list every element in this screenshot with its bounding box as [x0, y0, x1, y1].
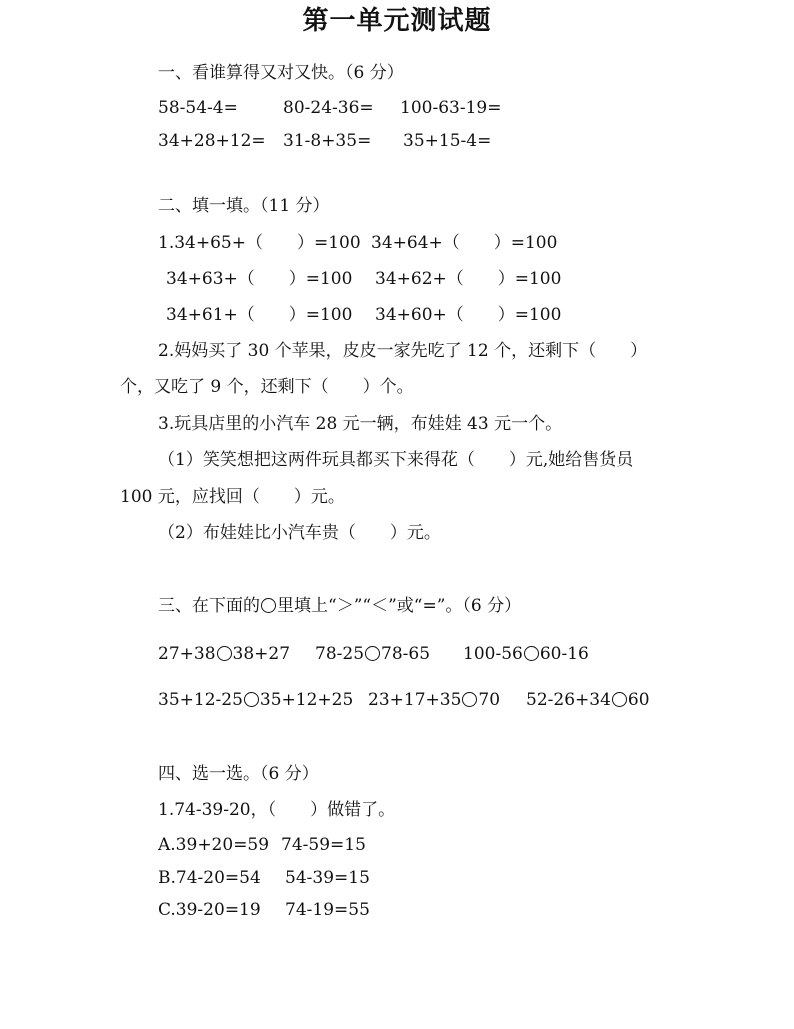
section-1-heading: 一、看谁算得又对又快。（6 分） [158, 63, 404, 83]
section-2-heading: 二、填一填。（11 分） [158, 196, 330, 216]
compare-item [158, 643, 290, 665]
compare-left: 35+12-25 [158, 690, 243, 710]
s4-option-a: A.39+20=59 [158, 835, 270, 855]
s2-fill-item: 34+60+（ ）=100 [375, 305, 562, 325]
compare-right: 60-16 [539, 644, 589, 664]
compare-right: 35+12+25 [259, 690, 354, 710]
s4-option-b: B.74-20=54 [158, 868, 261, 888]
compare-item [368, 689, 500, 711]
compare-left: 100-56 [463, 644, 523, 664]
s2-fill-item: 34+62+（ ）=100 [375, 269, 562, 289]
s2-q2-line-2: 个，又吃了 9 个，还剩下（ ）个。 [120, 377, 414, 397]
circle-icon [612, 692, 627, 707]
s2-q2-line-1: 2.妈妈买了 30 个苹果，皮皮一家先吃了 12 个，还剩下（ ） [158, 341, 648, 361]
s4-option-c: C.39-20=19 [158, 900, 261, 920]
s4-question: 1.74-39-20，（ ）做错了。 [158, 800, 396, 820]
compare-right: 78-65 [381, 644, 431, 664]
s2-fill-item: 34+61+（ ）=100 [166, 305, 353, 325]
circle-icon [244, 692, 259, 707]
s3-heading-part-b: 里填上“＞”“＜”或“=”。（6 分） [277, 596, 522, 616]
s1-problem: 35+15-4= [403, 131, 492, 151]
compare-left: 23+17+35 [368, 690, 462, 710]
s1-problem: 100-63-19= [400, 98, 502, 118]
page-title: 第一单元测试题 [302, 6, 492, 36]
compare-item [158, 689, 353, 711]
compare-item [463, 643, 589, 665]
circle-icon [261, 598, 276, 613]
s4-option-b-check: 54-39=15 [285, 868, 370, 888]
s2-q3-sub1-line-1: （1）笑笑想把这两件玩具都买下来得花（ ）元,她给售货员 [158, 450, 634, 470]
s2-q3-sub1-line-2: 100 元，应找回（ ）元。 [120, 487, 345, 507]
s1-problem: 58-54-4= [158, 98, 238, 118]
compare-left: 27+38 [158, 644, 216, 664]
compare-item [526, 689, 650, 711]
s2-fill-item: 34+63+（ ）=100 [166, 269, 353, 289]
s4-option-a-check: 74-59=15 [281, 835, 366, 855]
compare-left: 52-26+34 [526, 690, 611, 710]
s4-option-c-check: 74-19=55 [285, 900, 370, 920]
compare-right: 60 [627, 690, 650, 710]
circle-icon [365, 646, 380, 661]
section-3-heading [158, 595, 521, 617]
s1-problem: 34+28+12= [158, 131, 266, 151]
s1-problem: 31-8+35= [283, 131, 372, 151]
s2-q3-sub2: （2）布娃娃比小汽车贵（ ）元。 [158, 523, 441, 543]
compare-right: 38+27 [232, 644, 291, 664]
s2-fill-item: 1.34+65+（ ）=100 [158, 233, 361, 253]
circle-icon [524, 646, 539, 661]
compare-left: 78-25 [315, 644, 365, 664]
section-4-heading: 四、选一选。（6 分） [158, 764, 319, 784]
s1-problem: 80-24-36= [283, 98, 374, 118]
s2-q3-line-1: 3.玩具店里的小汽车 28 元一辆，布娃娃 43 元一个。 [158, 414, 563, 434]
s2-fill-item: 34+64+（ ）=100 [371, 233, 558, 253]
compare-item [315, 643, 430, 665]
s3-heading-part-a: 三、在下面的 [158, 596, 260, 616]
circle-icon [462, 692, 477, 707]
circle-icon [217, 646, 232, 661]
compare-right: 70 [478, 690, 501, 710]
